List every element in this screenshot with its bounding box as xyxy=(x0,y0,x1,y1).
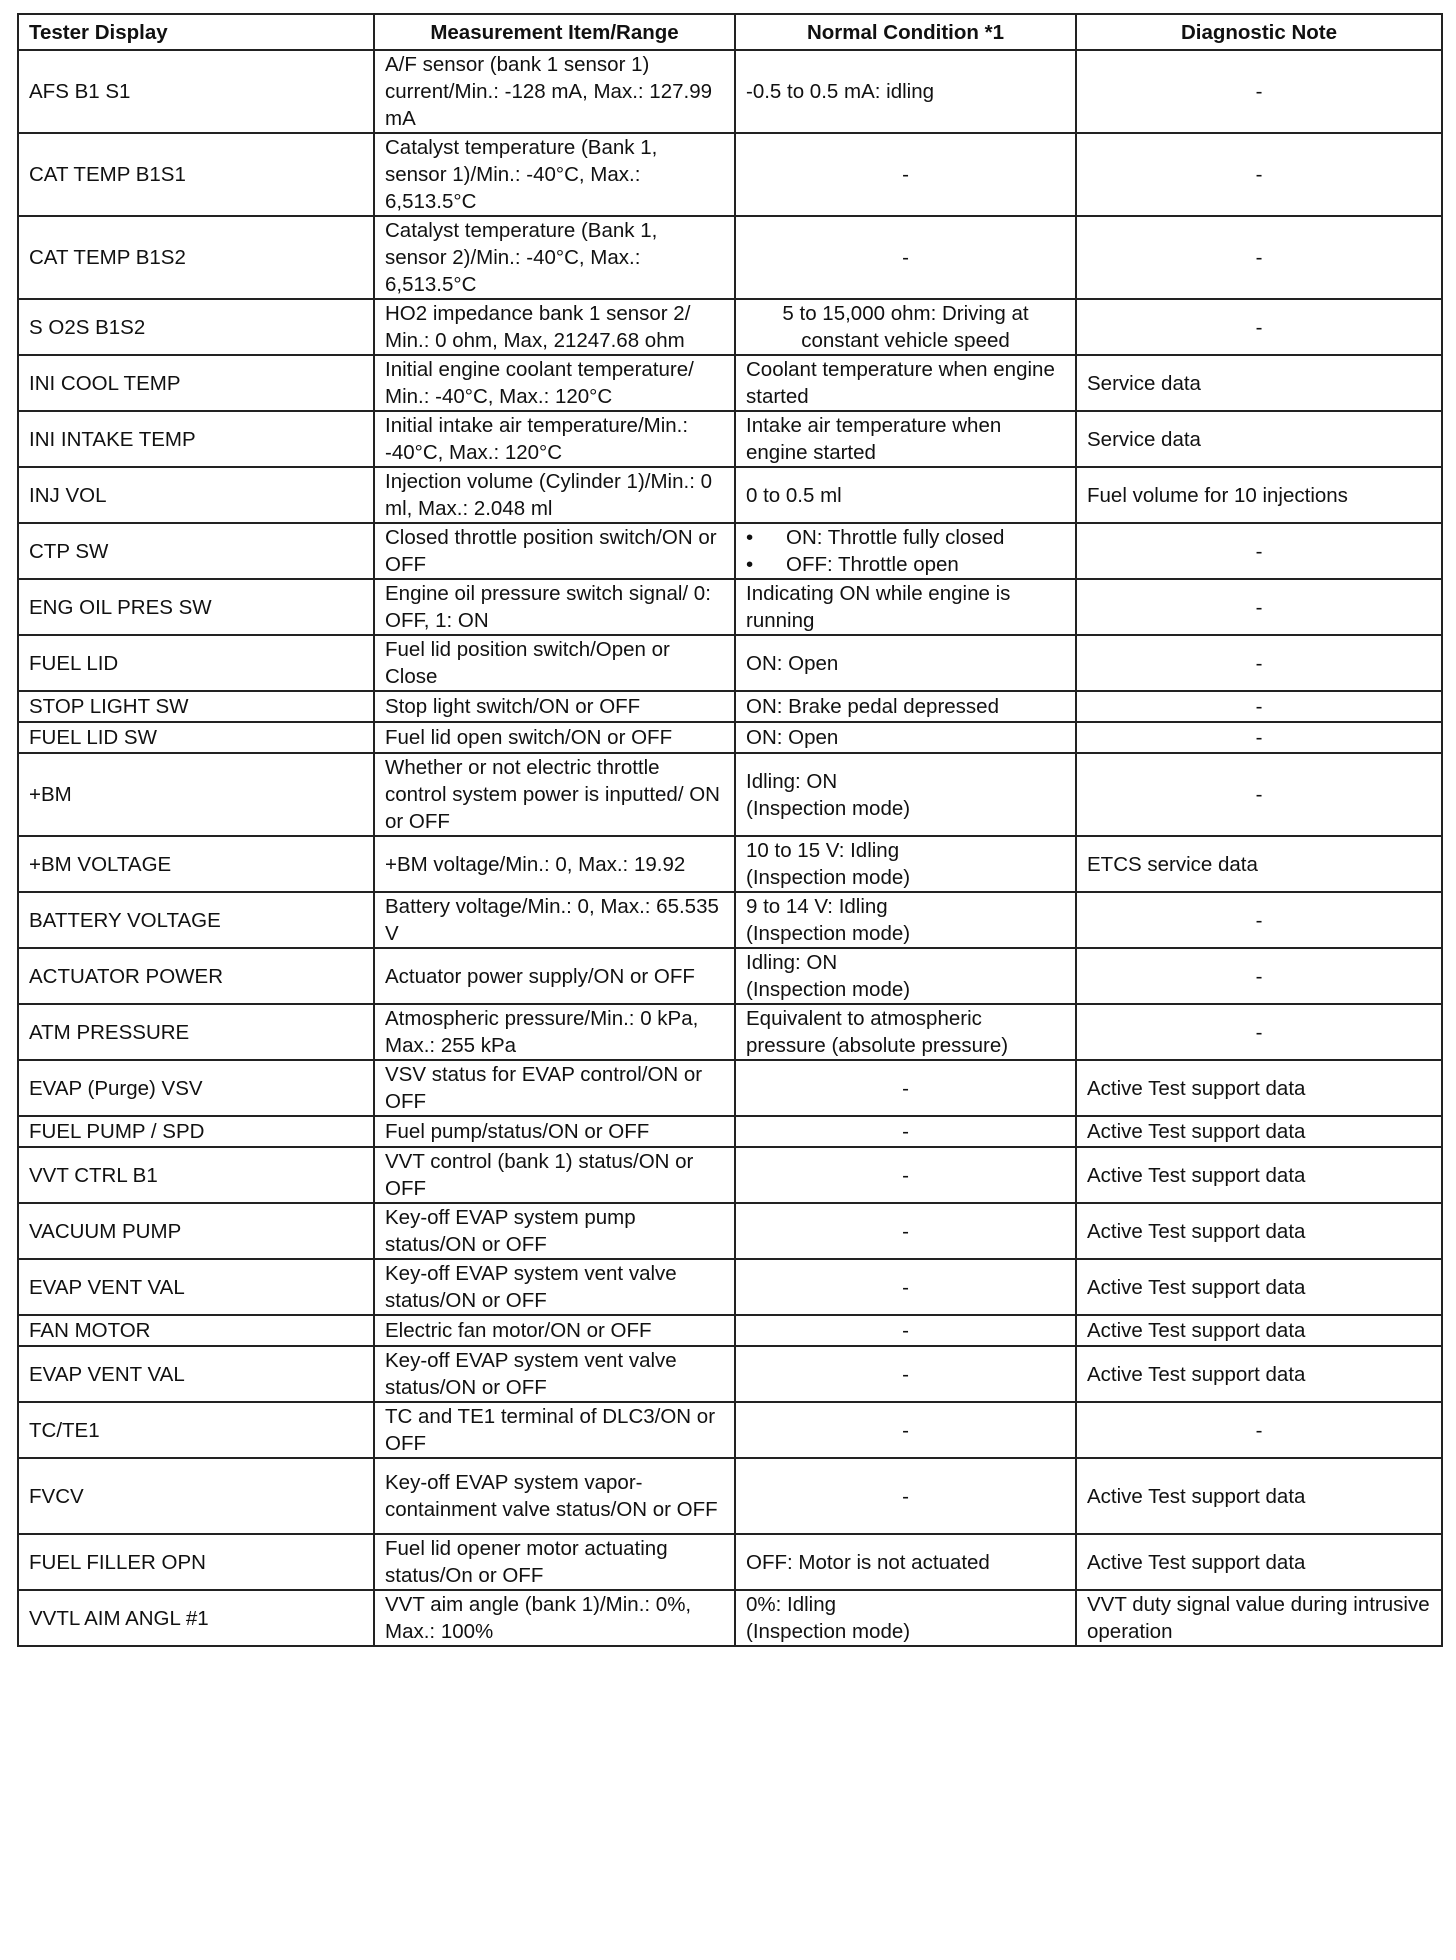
tester-display-cell: ACTUATOR POWER xyxy=(18,948,374,1004)
normal-condition-cell: - xyxy=(735,1346,1076,1402)
table-row xyxy=(18,892,1442,948)
diagnostic-note-cell: Fuel volume for 10 injections xyxy=(1076,467,1442,523)
normal-condition-cell: OFF: Motor is not actuated xyxy=(735,1534,1076,1590)
tester-display-cell: FUEL FILLER OPN xyxy=(18,1534,374,1590)
table-row xyxy=(18,1004,1442,1060)
diagnostic-note-cell: Active Test support data xyxy=(1076,1203,1442,1259)
diagnostic-note-cell: - xyxy=(1076,1402,1442,1458)
table-row xyxy=(18,467,1442,523)
diagnostic-note-cell: Active Test support data xyxy=(1076,1315,1442,1346)
measurement-item-cell: Engine oil pressure switch signal/ 0: OFF, 1: ON xyxy=(374,579,735,635)
diagnostic-note-cell: - xyxy=(1076,50,1442,133)
table-row xyxy=(18,1203,1442,1259)
measurement-item-cell: HO2 impedance bank 1 sensor 2/ Min.: 0 ohm, Max, 21247.68 ohm xyxy=(374,299,735,355)
normal-condition-cell: - xyxy=(735,1259,1076,1315)
tester-display-cell: FUEL LID xyxy=(18,635,374,691)
table-row xyxy=(18,133,1442,216)
measurement-item-cell: Key-off EVAP system vent valve status/ON or OFF xyxy=(374,1346,735,1402)
condition-line: (Inspection mode) xyxy=(746,796,911,820)
table-row xyxy=(18,299,1442,355)
header-normal-condition: Normal Condition *1 xyxy=(735,14,1076,50)
tester-display-cell: VVT CTRL B1 xyxy=(18,1147,374,1203)
tester-display-cell: ATM PRESSURE xyxy=(18,1004,374,1060)
measurement-item-cell: Actuator power supply/ON or OFF xyxy=(374,948,735,1004)
diagnostic-note-cell: - xyxy=(1076,216,1442,299)
condition-line: (Inspection mode) xyxy=(746,922,911,945)
bullet-dot: • xyxy=(746,553,754,576)
tester-display-cell: S O2S B1S2 xyxy=(18,299,374,355)
measurement-item-cell: A/F sensor (bank 1 sensor 1) current/Min.: -128 mA, Max.: 127.99 mA xyxy=(374,50,735,133)
measurement-item-cell: Stop light switch/ON or OFF xyxy=(374,691,735,722)
table-row xyxy=(18,691,1442,722)
normal-condition-cell: - xyxy=(735,1203,1076,1259)
normal-condition-cell: - xyxy=(735,1060,1076,1116)
normal-condition-cell: 5 to 15,000 ohm: Driving at constant vehicle speed xyxy=(735,299,1076,355)
measurement-item-cell: Injection volume (Cylinder 1)/Min.: 0 ml, Max.: 2.048 ml xyxy=(374,467,735,523)
normal-condition-cell: 0 to 0.5 ml xyxy=(735,467,1076,523)
normal-condition-cell: Coolant temperature when engine started xyxy=(735,355,1076,411)
table-row xyxy=(18,216,1442,299)
bullet-item xyxy=(746,524,1065,551)
tester-display-cell: STOP LIGHT SW xyxy=(18,691,374,722)
condition-line: Idling: ON xyxy=(746,769,838,793)
bullet-item xyxy=(746,551,1065,578)
diagnostic-note-cell: Active Test support data xyxy=(1076,1259,1442,1315)
measurement-item-cell: Battery voltage/Min.: 0, Max.: 65.535 V xyxy=(374,892,735,948)
tester-display-cell: TC/TE1 xyxy=(18,1402,374,1458)
table-row xyxy=(18,411,1442,467)
normal-condition-cell xyxy=(735,523,1076,579)
diagnostic-note-cell: VVT duty signal value during intrusive operation xyxy=(1076,1590,1442,1646)
tester-display-cell: VVTL AIM ANGL #1 xyxy=(18,1590,374,1646)
diagnostic-note-cell: - xyxy=(1076,579,1442,635)
normal-condition-cell: ON: Brake pedal depressed xyxy=(735,691,1076,722)
diagnostic-note-cell: - xyxy=(1076,635,1442,691)
bullet-text: ON: Throttle fully closed xyxy=(786,526,1005,549)
normal-condition-cell: - xyxy=(735,1458,1076,1534)
bullet-text: OFF: Throttle open xyxy=(786,553,959,576)
diagnostic-note-cell: - xyxy=(1076,523,1442,579)
diagnostic-note-cell: Active Test support data xyxy=(1076,1116,1442,1147)
measurement-item-cell: VVT aim angle (bank 1)/Min.: 0%, Max.: 100% xyxy=(374,1590,735,1646)
table-row xyxy=(18,1315,1442,1346)
measurement-item-cell: Atmospheric pressure/Min.: 0 kPa, Max.: 255 kPa xyxy=(374,1004,735,1060)
tester-display-cell: VACUUM PUMP xyxy=(18,1203,374,1259)
measurement-item-cell: Initial intake air temperature/Min.: -40°C, Max.: 120°C xyxy=(374,411,735,467)
measurement-item-cell: Catalyst temperature (Bank 1, sensor 2)/Min.: -40°C, Max.: 6,513.5°C xyxy=(374,216,735,299)
measurement-item-cell: TC and TE1 terminal of DLC3/ON or OFF xyxy=(374,1402,735,1458)
normal-condition-cell xyxy=(735,948,1076,1004)
table-row xyxy=(18,1147,1442,1203)
diagnostic-note-cell: Active Test support data xyxy=(1076,1346,1442,1402)
measurement-item-cell: Key-off EVAP system vapor-containment valve status/ON or OFF xyxy=(374,1458,735,1534)
normal-condition-cell: Indicating ON while engine is running xyxy=(735,579,1076,635)
tester-display-cell: INI INTAKE TEMP xyxy=(18,411,374,467)
table-row xyxy=(18,722,1442,753)
bullet-dot: • xyxy=(746,526,754,549)
measurement-item-cell: VVT control (bank 1) status/ON or OFF xyxy=(374,1147,735,1203)
normal-condition-cell: - xyxy=(735,1147,1076,1203)
diagnostic-note-cell: Active Test support data xyxy=(1076,1534,1442,1590)
normal-condition-cell xyxy=(735,892,1076,948)
diagnostic-note-cell: Active Test support data xyxy=(1076,1060,1442,1116)
header-measurement-item: Measurement Item/Range xyxy=(374,14,735,50)
normal-condition-cell: - xyxy=(735,1315,1076,1346)
tester-display-cell: +BM xyxy=(18,753,374,836)
table-row xyxy=(18,635,1442,691)
condition-line: 10 to 15 V: Idling xyxy=(746,839,900,862)
diagnostic-note-cell: - xyxy=(1076,691,1442,722)
table-row xyxy=(18,1458,1442,1534)
normal-condition-cell: ON: Open xyxy=(735,635,1076,691)
tester-display-cell: CAT TEMP B1S1 xyxy=(18,133,374,216)
measurement-item-cell: Fuel pump/status/ON or OFF xyxy=(374,1116,735,1147)
table-row xyxy=(18,1116,1442,1147)
condition-line: (Inspection mode) xyxy=(746,1620,911,1643)
tester-display-cell: FUEL PUMP / SPD xyxy=(18,1116,374,1147)
diagnostic-note-cell: - xyxy=(1076,133,1442,216)
diagnostic-note-cell: - xyxy=(1076,753,1442,836)
diagnostic-note-cell: - xyxy=(1076,299,1442,355)
measurement-item-cell: Key-off EVAP system pump status/ON or OFF xyxy=(374,1203,735,1259)
tester-display-cell: INI COOL TEMP xyxy=(18,355,374,411)
tester-display-cell: FUEL LID SW xyxy=(18,722,374,753)
diagnostic-note-cell: Active Test support data xyxy=(1076,1458,1442,1534)
diagnostic-note-cell: - xyxy=(1076,722,1442,753)
table-row xyxy=(18,1534,1442,1590)
table-row xyxy=(18,1060,1442,1116)
measurement-item-cell: Fuel lid opener motor actuating status/On or OFF xyxy=(374,1534,735,1590)
tester-display-cell: EVAP VENT VAL xyxy=(18,1346,374,1402)
data-list-table-container xyxy=(17,13,1441,1647)
tester-display-cell: CTP SW xyxy=(18,523,374,579)
normal-condition-cell: Equivalent to atmospheric pressure (absolute pressure) xyxy=(735,1004,1076,1060)
tester-display-cell: FAN MOTOR xyxy=(18,1315,374,1346)
table-row xyxy=(18,1346,1442,1402)
condition-line: (Inspection mode) xyxy=(746,978,911,1001)
table-row xyxy=(18,836,1442,892)
measurement-item-cell: +BM voltage/Min.: 0, Max.: 19.92 xyxy=(374,836,735,892)
measurement-item-cell: Fuel lid open switch/ON or OFF xyxy=(374,722,735,753)
tester-display-cell: AFS B1 S1 xyxy=(18,50,374,133)
table-row xyxy=(18,948,1442,1004)
tester-display-cell: INJ VOL xyxy=(18,467,374,523)
measurement-item-cell: Key-off EVAP system vent valve status/ON or OFF xyxy=(374,1259,735,1315)
measurement-item-cell: Catalyst temperature (Bank 1, sensor 1)/Min.: -40°C, Max.: 6,513.5°C xyxy=(374,133,735,216)
normal-condition-cell: - xyxy=(735,1116,1076,1147)
diagnostic-note-cell: Active Test support data xyxy=(1076,1147,1442,1203)
diagnostic-note-cell: - xyxy=(1076,892,1442,948)
condition-line: 0%: Idling xyxy=(746,1593,837,1616)
condition-line: Idling: ON xyxy=(746,951,838,974)
table-row xyxy=(18,355,1442,411)
normal-condition-cell: - xyxy=(735,1402,1076,1458)
tester-display-cell: +BM VOLTAGE xyxy=(18,836,374,892)
tester-display-cell: ENG OIL PRES SW xyxy=(18,579,374,635)
table-row xyxy=(18,523,1442,579)
measurement-item-cell: Closed throttle position switch/ON or OFF xyxy=(374,523,735,579)
table-row xyxy=(18,1590,1442,1646)
table-row xyxy=(18,1259,1442,1315)
table-row xyxy=(18,50,1442,133)
normal-condition-cell xyxy=(735,1590,1076,1646)
normal-condition-cell xyxy=(735,836,1076,892)
normal-condition-cell: ON: Open xyxy=(735,722,1076,753)
table-row xyxy=(18,1402,1442,1458)
normal-condition-cell xyxy=(735,753,1076,836)
measurement-item-cell: Whether or not electric throttle control system power is inputted/ ON or OFF xyxy=(374,753,735,836)
header-diagnostic-note: Diagnostic Note xyxy=(1076,14,1442,50)
diagnostic-note-cell: Service data xyxy=(1076,411,1442,467)
diagnostic-note-cell: - xyxy=(1076,948,1442,1004)
diagnostic-note-cell: ETCS service data xyxy=(1076,836,1442,892)
tester-display-cell: BATTERY VOLTAGE xyxy=(18,892,374,948)
header-tester-display: Tester Display xyxy=(18,14,374,50)
condition-line: 9 to 14 V: Idling xyxy=(746,895,888,918)
tester-display-cell: EVAP (Purge) VSV xyxy=(18,1060,374,1116)
condition-line: (Inspection mode) xyxy=(746,866,911,889)
normal-condition-cell: - xyxy=(735,216,1076,299)
tester-display-cell: EVAP VENT VAL xyxy=(18,1259,374,1315)
normal-condition-cell: - xyxy=(735,133,1076,216)
tester-display-cell: FVCV xyxy=(18,1458,374,1534)
normal-condition-cell: Intake air temperature when engine started xyxy=(735,411,1076,467)
normal-condition-cell: -0.5 to 0.5 mA: idling xyxy=(735,50,1076,133)
table-row xyxy=(18,753,1442,836)
measurement-item-cell: Fuel lid position switch/Open or Close xyxy=(374,635,735,691)
tester-display-cell: CAT TEMP B1S2 xyxy=(18,216,374,299)
table-row xyxy=(18,579,1442,635)
header-row xyxy=(18,14,1442,50)
measurement-item-cell: VSV status for EVAP control/ON or OFF xyxy=(374,1060,735,1116)
measurement-item-cell: Electric fan motor/ON or OFF xyxy=(374,1315,735,1346)
data-list-table xyxy=(17,13,1443,1647)
diagnostic-note-cell: - xyxy=(1076,1004,1442,1060)
measurement-item-cell: Initial engine coolant temperature/ Min.: -40°C, Max.: 120°C xyxy=(374,355,735,411)
diagnostic-note-cell: Service data xyxy=(1076,355,1442,411)
